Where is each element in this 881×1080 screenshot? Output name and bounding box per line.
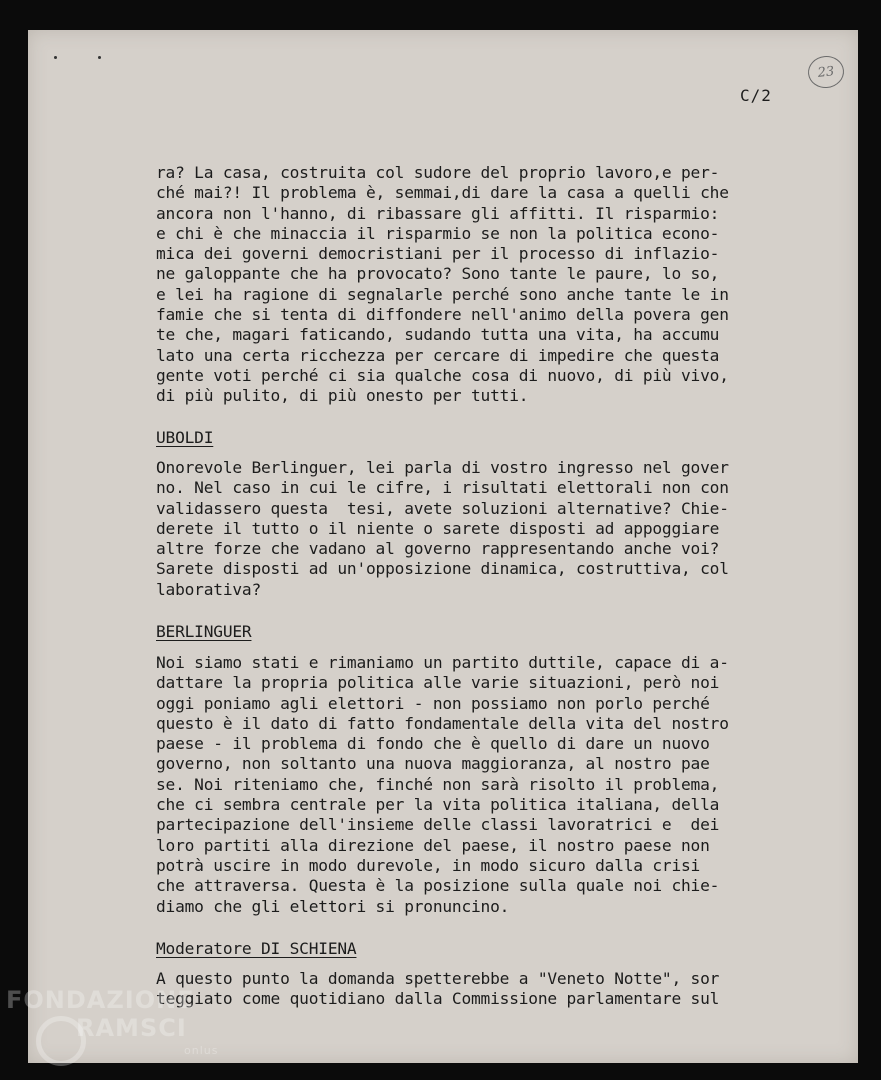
- speaker-heading-moderatore: Moderatore DI SCHIENA: [156, 939, 357, 958]
- text-line: dattare la propria politica alle varie situazioni, però noi: [156, 673, 720, 693]
- text-line: ne galoppante che ha provocato? Sono tante le paure, lo so,: [156, 264, 720, 284]
- text-line: derete il tutto o il niente o sarete disposti ad appoggiare: [156, 518, 720, 538]
- text-line: diamo che gli elettori si pronuncino.: [156, 896, 510, 916]
- watermark-line1: FONDAZIONE: [6, 986, 195, 1014]
- text-line: questo è il dato di fatto fondamentale della vita del nostro: [156, 713, 729, 733]
- text-line: no. Nel caso in cui le cifre, i risultati elettorali non con: [156, 478, 729, 498]
- text-line: ra? La casa, costruita col sudore del proprio lavoro,e per-: [156, 163, 720, 182]
- text-line: ché mai?! Il problema è, semmai,di dare la casa a quelli che: [156, 183, 729, 203]
- archive-watermark: [6, 986, 219, 1057]
- text-line: mica dei governi democristiani per il processo di inflazio-: [156, 244, 720, 264]
- text-line: paese - il problema di fondo che è quello di dare un nuovo: [156, 734, 710, 754]
- text-line: altre forze che vadano al governo rappresentando anche voi?: [156, 539, 720, 559]
- text-line: governo, non soltanto una nuova maggioranza, al nostro pae: [156, 754, 710, 774]
- text-line: e chi è che minaccia il risparmio se non la politica econo-: [156, 223, 720, 243]
- text-line: potrà uscire in modo durevole, in modo sicuro dalla crisi: [156, 855, 701, 875]
- text-line: Sarete disposti ad un'opposizione dinamica, costruttiva, col: [156, 559, 729, 579]
- paragraph-moderatore: [156, 969, 796, 1010]
- paragraph-continuation: [156, 163, 796, 407]
- text-line: e lei ha ragione di segnalarle perché sono anche tante le in: [156, 284, 729, 304]
- text-line: te che, magari faticando, sudando tutta una vita, ha accumu: [156, 325, 720, 345]
- speaker-heading-berlinguer: BERLINGUER: [156, 622, 252, 641]
- speck-mark: [98, 56, 101, 59]
- text-line: di più pulito, di più onesto per tutti.: [156, 386, 529, 406]
- text-line: che ci sembra centrale per la vita politica italiana, della: [156, 795, 720, 815]
- page-number-stamp: 23: [806, 54, 845, 90]
- page-code: C/2: [740, 86, 772, 105]
- text-line: Noi siamo stati e rimaniamo un partito duttile, capace di a-: [156, 653, 729, 672]
- paragraph-uboldi: [156, 458, 796, 600]
- text-line: oggi poniamo agli elettori - non possiamo non porlo perché: [156, 693, 710, 713]
- text-line: Onorevole Berlinguer, lei parla di vostro ingresso nel gover: [156, 458, 729, 477]
- speck-mark: [54, 56, 57, 59]
- text-line: partecipazione dell'insieme delle classi lavoratrici e dei: [156, 815, 720, 835]
- text-line: ancora non l'hanno, di ribassare gli affitti. Il risparmio:: [156, 203, 720, 223]
- speaker-heading-uboldi: UBOLDI: [156, 428, 214, 447]
- text-line: gente voti perché ci sia qualche cosa di nuovo, di più vivo,: [156, 365, 729, 385]
- text-line: teggiato come quotidiano dalla Commissione parlamentare sul: [156, 989, 720, 1009]
- text-line: loro partiti alla direzione del paese, il nostro paese non: [156, 835, 710, 855]
- watermark-suffix: onlus: [184, 1044, 219, 1057]
- text-line: lato una certa ricchezza per cercare di impedire che questa: [156, 345, 720, 365]
- text-line: che attraversa. Questa è la posizione sulla quale noi chie-: [156, 876, 720, 896]
- text-line: se. Noi riteniamo che, finché non sarà risolto il problema,: [156, 774, 720, 794]
- watermark-line2: RAMSCI: [76, 1014, 187, 1042]
- text-line: A questo punto la domanda spetterebbe a "Veneto Notte", sor: [156, 969, 720, 988]
- text-line: validassero questa tesi, avete soluzioni alternative? Chie-: [156, 498, 729, 518]
- paragraph-berlinguer: [156, 653, 796, 917]
- text-line: famie che si tenta di diffondere nell'animo della povera gen: [156, 305, 729, 325]
- text-line: laborativa?: [156, 579, 262, 599]
- g-logo-icon: [36, 1016, 86, 1066]
